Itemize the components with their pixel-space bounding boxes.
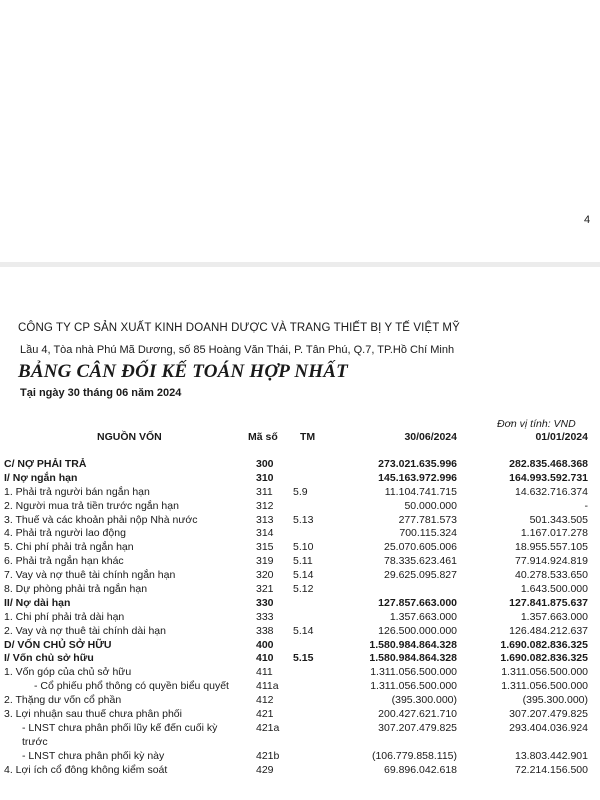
row-code: 333	[256, 610, 274, 623]
row-code: 313	[256, 513, 274, 526]
row-value-start: 127.841.875.637	[509, 596, 588, 609]
row-value-start: 1.167.017.278	[520, 527, 588, 540]
row-value-start: 1.643.500.000	[520, 583, 588, 596]
row-code: 400	[256, 638, 274, 651]
row-code: 319	[256, 555, 274, 568]
header-name: NGUỒN VỐN	[97, 431, 162, 443]
row-code: 310	[256, 471, 274, 484]
row-value-end: 200.427.621.710	[378, 708, 457, 721]
table-row	[0, 652, 600, 666]
row-note: 5.10	[293, 541, 314, 554]
row-value-start: 1.690.082.836.325	[500, 638, 588, 651]
row-value-end: 145.163.972.996	[378, 471, 457, 484]
row-note: 5.14	[293, 569, 314, 582]
row-code: 410	[256, 652, 274, 665]
table-row	[0, 555, 600, 569]
row-code: 412	[256, 694, 274, 707]
row-code: 411	[256, 666, 273, 679]
row-value-end: 69.896.042.618	[384, 763, 457, 776]
row-code: 429	[256, 763, 274, 776]
table-row	[0, 680, 600, 694]
row-name: 2. Vay và nợ thuê tài chính dài hạn	[4, 624, 166, 637]
table-row	[0, 764, 600, 778]
row-name: 8. Dự phòng phải trả ngắn hạn	[4, 583, 148, 596]
table-row	[0, 527, 600, 541]
row-value-end: 126.500.000.000	[378, 624, 457, 637]
page-number: 4	[584, 214, 591, 226]
row-note: 5.9	[293, 485, 308, 498]
table-row	[0, 583, 600, 597]
table-row	[0, 500, 600, 514]
row-name: I/ Nợ ngắn hạn	[4, 471, 78, 484]
table-row	[0, 611, 600, 625]
row-value-start: 77.914.924.819	[515, 555, 588, 568]
table-row	[0, 708, 600, 722]
row-code: 421a	[256, 721, 280, 734]
row-value-end: 1.311.056.500.000	[370, 666, 457, 679]
row-note: 5.14	[293, 624, 314, 637]
table-row	[0, 722, 600, 750]
table-row	[0, 597, 600, 611]
row-value-end: 273.021.635.996	[378, 458, 457, 470]
row-name: 1. Chi phí phải trả dài hạn	[4, 610, 125, 623]
row-code: 314	[256, 527, 274, 540]
row-name: 2. Người mua trả tiền trước ngắn hạn	[4, 499, 179, 512]
header-note: TM	[300, 431, 316, 443]
row-value-end: 1.311.056.500.000	[370, 680, 457, 693]
row-name: - LNST chưa phân phối kỳ này	[22, 749, 165, 762]
header-period-start: 01/01/2024	[535, 431, 588, 443]
table-row	[0, 541, 600, 555]
row-name: 4. Phải trả người lao động	[4, 527, 126, 540]
row-value-start: (395.300.000)	[522, 694, 588, 707]
row-note: 5.11	[293, 555, 313, 568]
table-row	[0, 639, 600, 653]
row-name: - Cổ phiếu phổ thông có quyền biểu quyết	[34, 680, 229, 693]
row-value-end: 1.580.984.864.328	[369, 652, 457, 665]
row-value-start: 40.278.533.650	[515, 569, 588, 582]
row-value-start: 13.803.442.901	[515, 749, 588, 762]
row-note: 5.12	[293, 583, 314, 596]
header-period-end: 30/06/2024	[404, 431, 457, 443]
row-value-start: 1.311.056.500.000	[501, 680, 588, 693]
table-row	[0, 625, 600, 639]
row-name: 4. Lợi ích cổ đông không kiểm soát	[4, 763, 168, 776]
company-address: Lầu 4, Tòa nhà Phú Mã Dương, số 85 Hoàng Văn Thái, P. Tân Phú, Q.7, TP.Hồ Chí Minh	[20, 344, 455, 356]
table-row	[0, 694, 600, 708]
row-name: 3. Lợi nhuận sau thuế chưa phân phối	[4, 708, 182, 721]
row-value-end: 307.207.479.825	[378, 721, 457, 734]
row-value-start: -	[584, 499, 588, 512]
row-code: 338	[256, 624, 274, 637]
page-separator	[0, 262, 600, 267]
table-row	[0, 472, 600, 486]
row-value-end: 1.357.663.000	[389, 610, 457, 623]
row-value-end: 29.625.095.827	[384, 569, 457, 582]
row-value-start: 282.835.468.368	[509, 458, 588, 470]
row-name: C/ NỢ PHẢI TRẢ	[4, 458, 87, 470]
row-value-end: 700.115.324	[399, 527, 457, 540]
row-note: 5.15	[293, 652, 314, 665]
row-value-end: 11.104.741.715	[384, 485, 457, 498]
row-value-end: 1.580.984.864.328	[369, 638, 457, 651]
row-name: 6. Phải trả ngắn hạn khác	[4, 555, 124, 568]
row-name: D/ VỐN CHỦ SỞ HỮU	[4, 638, 112, 651]
table-row	[0, 514, 600, 528]
company-name: CÔNG TY CP SẢN XUẤT KINH DOANH DƯỢC VÀ TRANG THIẾT BỊ Y TẾ VIỆT MỸ	[18, 322, 460, 334]
row-name: 5. Chi phí phải trả ngắn hạn	[4, 541, 134, 554]
row-note: 5.13	[293, 513, 314, 526]
table-row	[0, 486, 600, 500]
row-code: 421b	[256, 749, 280, 762]
row-name: II/ Nợ dài hạn	[4, 596, 71, 609]
row-code: 315	[256, 541, 274, 554]
table-row	[0, 666, 600, 680]
row-code: 300	[256, 458, 274, 470]
row-value-start: 14.632.716.374	[515, 485, 588, 498]
row-value-end: 127.857.663.000	[378, 596, 457, 609]
row-value-end: 50.000.000	[404, 499, 457, 512]
currency-unit: Đơn vị tính: VND	[497, 418, 576, 430]
row-name: 7. Vay và nợ thuê tài chính ngắn hạn	[4, 569, 176, 582]
row-value-start: 126.484.212.637	[509, 624, 588, 637]
statement-date: Tại ngày 30 tháng 06 năm 2024	[20, 387, 182, 399]
row-value-start: 293.404.036.924	[509, 721, 588, 734]
row-value-start: 1.690.082.836.325	[500, 652, 588, 665]
row-name: 2. Thặng dư vốn cổ phần	[4, 694, 122, 707]
row-name: 1. Vốn góp của chủ sở hữu	[4, 666, 132, 679]
row-value-start: 501.343.505	[529, 513, 588, 526]
row-code: 312	[256, 499, 274, 512]
row-code: 421	[256, 708, 274, 721]
row-name: 1. Phải trả người bán ngắn hạn	[4, 485, 150, 498]
row-value-start: 18.955.557.105	[515, 541, 588, 554]
row-value-start: 1.357.663.000	[520, 610, 588, 623]
row-value-end: 25.070.605.006	[384, 541, 457, 554]
table-row	[0, 569, 600, 583]
table-header	[0, 431, 600, 449]
row-value-end: (106.779.858.115)	[371, 749, 457, 762]
row-value-end: (395.300.000)	[391, 694, 457, 707]
row-name: 3. Thuế và các khoản phải nộp Nhà nước	[4, 513, 198, 526]
row-value-end: 277.781.573	[398, 513, 457, 526]
row-code: 311	[256, 485, 273, 498]
row-value-end: 78.335.623.461	[384, 555, 457, 568]
table-row	[0, 458, 600, 472]
row-code: 411a	[256, 680, 279, 693]
row-name: I/ Vốn chủ sở hữu	[4, 652, 94, 665]
row-name: - LNST chưa phân phối lũy kế đến cuối kỳ trước	[22, 721, 218, 748]
row-code: 320	[256, 569, 274, 582]
statement-title: BẢNG CÂN ĐỐI KẾ TOÁN HỢP NHẤT	[18, 361, 348, 382]
row-value-start: 307.207.479.825	[509, 708, 588, 721]
row-value-start: 1.311.056.500.000	[501, 666, 588, 679]
row-code: 321	[256, 583, 274, 596]
balance-sheet-table	[0, 458, 600, 778]
table-row	[0, 750, 600, 764]
row-code: 330	[256, 596, 274, 609]
row-value-start: 164.993.592.731	[509, 471, 588, 484]
row-value-start: 72.214.156.500	[515, 763, 588, 776]
header-code: Mã số	[248, 431, 278, 443]
